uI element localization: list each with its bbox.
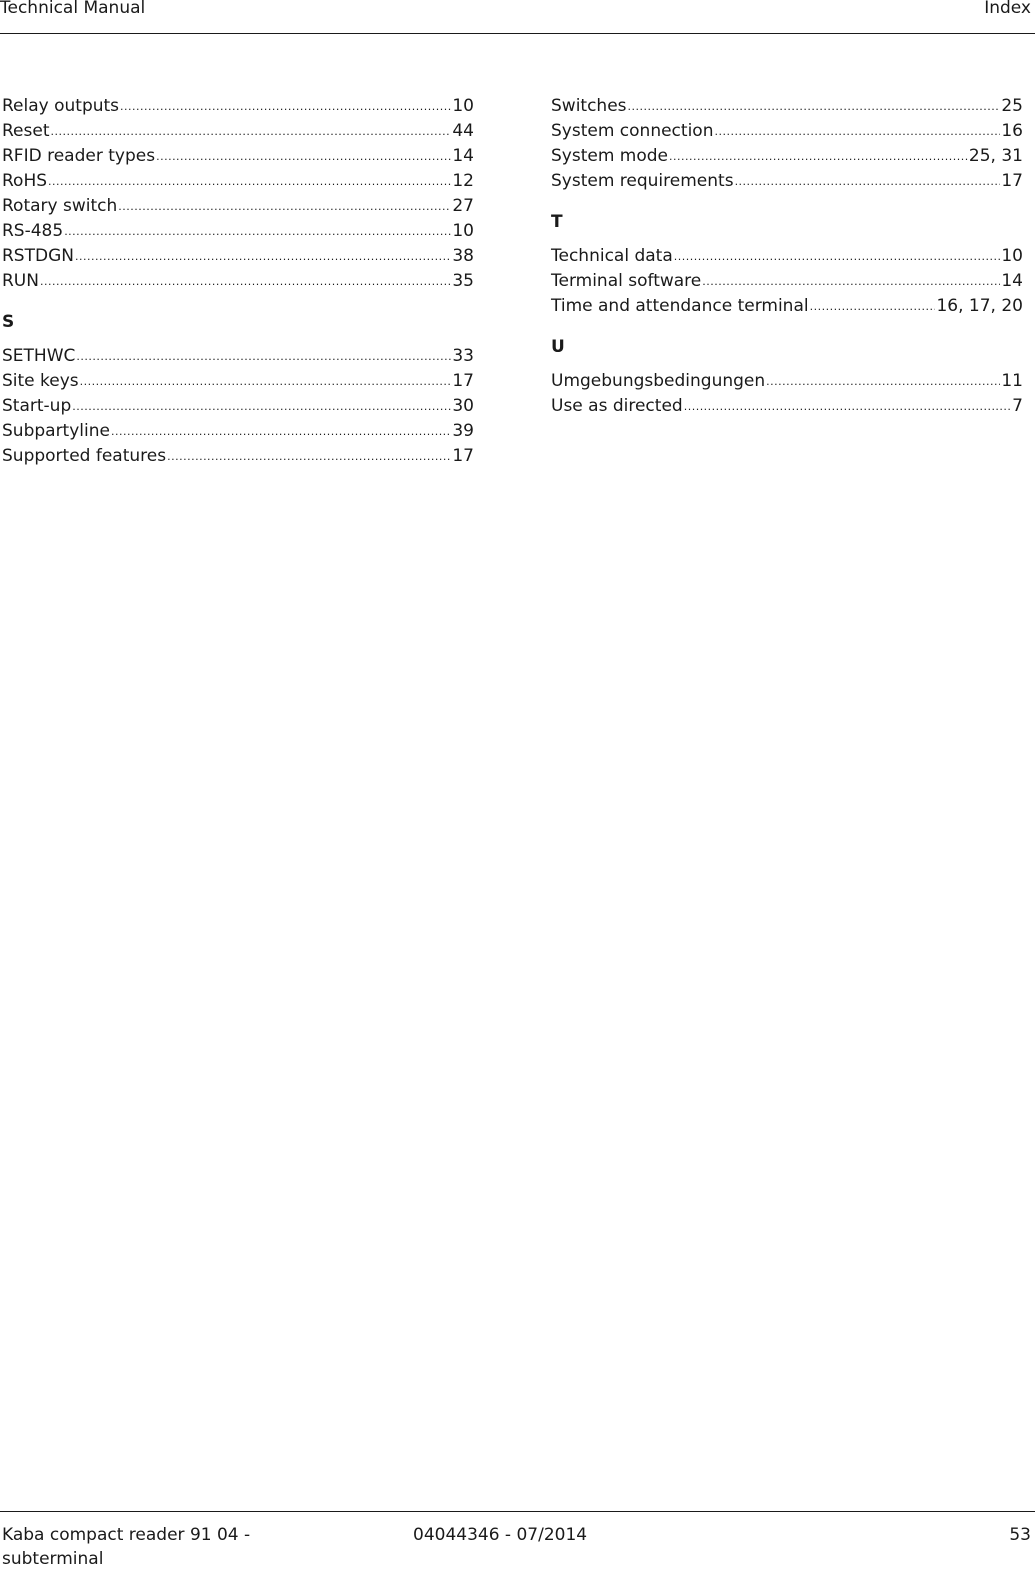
index-entry[interactable] (2, 119, 474, 144)
index-entry[interactable] (2, 269, 474, 294)
index-entry[interactable] (551, 269, 1023, 294)
dot-leader (80, 369, 452, 394)
dot-leader (714, 119, 1000, 144)
index-page-ref[interactable]: 11 (1001, 371, 1023, 391)
index-group (2, 94, 474, 294)
index-page-ref[interactable]: 14 (452, 146, 474, 166)
index-page-ref[interactable]: 7 (1012, 396, 1023, 416)
index-letter-heading: T (551, 212, 563, 232)
dot-leader (72, 394, 451, 419)
header-section-title: Index (984, 0, 1031, 18)
dot-leader (684, 394, 1011, 419)
index-entry[interactable] (2, 444, 474, 469)
page-header (0, 0, 1035, 34)
dot-leader (75, 244, 451, 269)
index-group (551, 94, 1023, 194)
index-term: Switches (551, 96, 627, 116)
index-page-ref[interactable]: 12 (452, 171, 474, 191)
dot-leader (111, 419, 451, 444)
index-term: System mode (551, 146, 669, 166)
index-group (551, 335, 1023, 419)
index-entry[interactable] (2, 94, 474, 119)
dot-leader (669, 144, 968, 169)
dot-leader (810, 294, 936, 319)
index-entry[interactable] (2, 369, 474, 394)
dot-leader (735, 169, 1001, 194)
footer-product-name (2, 1523, 282, 1571)
index-page-ref[interactable]: 14 (1001, 271, 1023, 291)
index-term: Site keys (2, 371, 79, 391)
index-term: Rotary switch (2, 196, 118, 216)
index-page-ref[interactable]: 33 (452, 346, 474, 366)
index-entry[interactable] (2, 169, 474, 194)
index-term: RUN (2, 271, 39, 291)
index-entry[interactable] (2, 344, 474, 369)
index-term: SETHWC (2, 346, 76, 366)
footer-product-line1: Kaba compact reader 91 04 - (2, 1525, 251, 1545)
page-footer (0, 1511, 1035, 1583)
index-term: RS-485 (2, 221, 64, 241)
index-entry[interactable] (2, 219, 474, 244)
index-letter-heading: U (551, 337, 565, 357)
dot-leader (51, 119, 452, 144)
index-page-ref[interactable]: 16 (1001, 121, 1023, 141)
index-entry[interactable] (551, 369, 1023, 394)
index-entry[interactable] (551, 94, 1023, 119)
index-term: RSTDGN (2, 246, 74, 266)
index-term: RoHS (2, 171, 48, 191)
index-entry[interactable] (551, 244, 1023, 269)
index-entry[interactable] (2, 244, 474, 269)
index-term: Supported features (2, 446, 167, 466)
dot-leader (628, 94, 1001, 119)
index-group (2, 310, 474, 469)
index-term: Use as directed (551, 396, 683, 416)
index-term: Terminal software (551, 271, 702, 291)
index-entry[interactable] (551, 144, 1023, 169)
index-page-ref[interactable]: 17 (452, 371, 474, 391)
index-page-ref[interactable]: 16, 17, 20 (936, 296, 1023, 316)
index-page-ref[interactable]: 25, 31 (968, 146, 1023, 166)
index-term: Technical data (551, 246, 673, 266)
footer-page-number: 53 (1009, 1525, 1031, 1545)
dot-leader (156, 144, 451, 169)
index-page-ref[interactable]: 35 (452, 271, 474, 291)
index-page-ref[interactable]: 17 (452, 446, 474, 466)
index-entry[interactable] (2, 144, 474, 169)
index-entry[interactable] (551, 119, 1023, 144)
index-letter-heading: S (2, 312, 15, 332)
dot-leader (48, 169, 451, 194)
dot-leader (702, 269, 1000, 294)
index-entry[interactable] (551, 169, 1023, 194)
index-page-ref[interactable]: 38 (452, 246, 474, 266)
footer-document-number: 04044346 - 07/2014 (413, 1525, 588, 1545)
index-page-ref[interactable]: 39 (452, 421, 474, 441)
index-page-ref[interactable]: 10 (452, 221, 474, 241)
index-entry[interactable] (2, 419, 474, 444)
index-page-ref[interactable]: 25 (1001, 96, 1023, 116)
index-term: Umgebungsbedingungen (551, 371, 766, 391)
index-entry[interactable] (2, 194, 474, 219)
index-page-ref[interactable]: 10 (452, 96, 474, 116)
index-entry[interactable] (551, 294, 1023, 319)
index-page-ref[interactable]: 30 (452, 396, 474, 416)
dot-leader (766, 369, 1000, 394)
index-page-ref[interactable]: 27 (452, 196, 474, 216)
index-term: Reset (2, 121, 50, 141)
dot-leader (120, 94, 451, 119)
header-manual-title: Technical Manual (0, 0, 146, 18)
index-term: RFID reader types (2, 146, 156, 166)
index-column-right (551, 94, 1023, 419)
index-term: Time and attendance terminal (551, 296, 809, 316)
index-entry[interactable] (2, 394, 474, 419)
index-group (551, 210, 1023, 319)
dot-leader (64, 219, 451, 244)
index-term: Relay outputs (2, 96, 120, 116)
index-term: System requirements (551, 171, 734, 191)
dot-leader (118, 194, 451, 219)
dot-leader (674, 244, 1001, 269)
index-entry[interactable] (551, 394, 1023, 419)
footer-product-line2: subterminal (2, 1549, 104, 1569)
dot-leader (76, 344, 451, 369)
index-page-ref[interactable]: 10 (1001, 246, 1023, 266)
dot-leader (40, 269, 451, 294)
dot-leader (167, 444, 451, 469)
index-term: Start-up (2, 396, 72, 416)
index-page-ref[interactable]: 17 (1001, 171, 1023, 191)
index-term: Subpartyline (2, 421, 110, 441)
index-term: System connection (551, 121, 714, 141)
index-column-left (2, 94, 474, 469)
index-page-ref[interactable]: 44 (452, 121, 474, 141)
